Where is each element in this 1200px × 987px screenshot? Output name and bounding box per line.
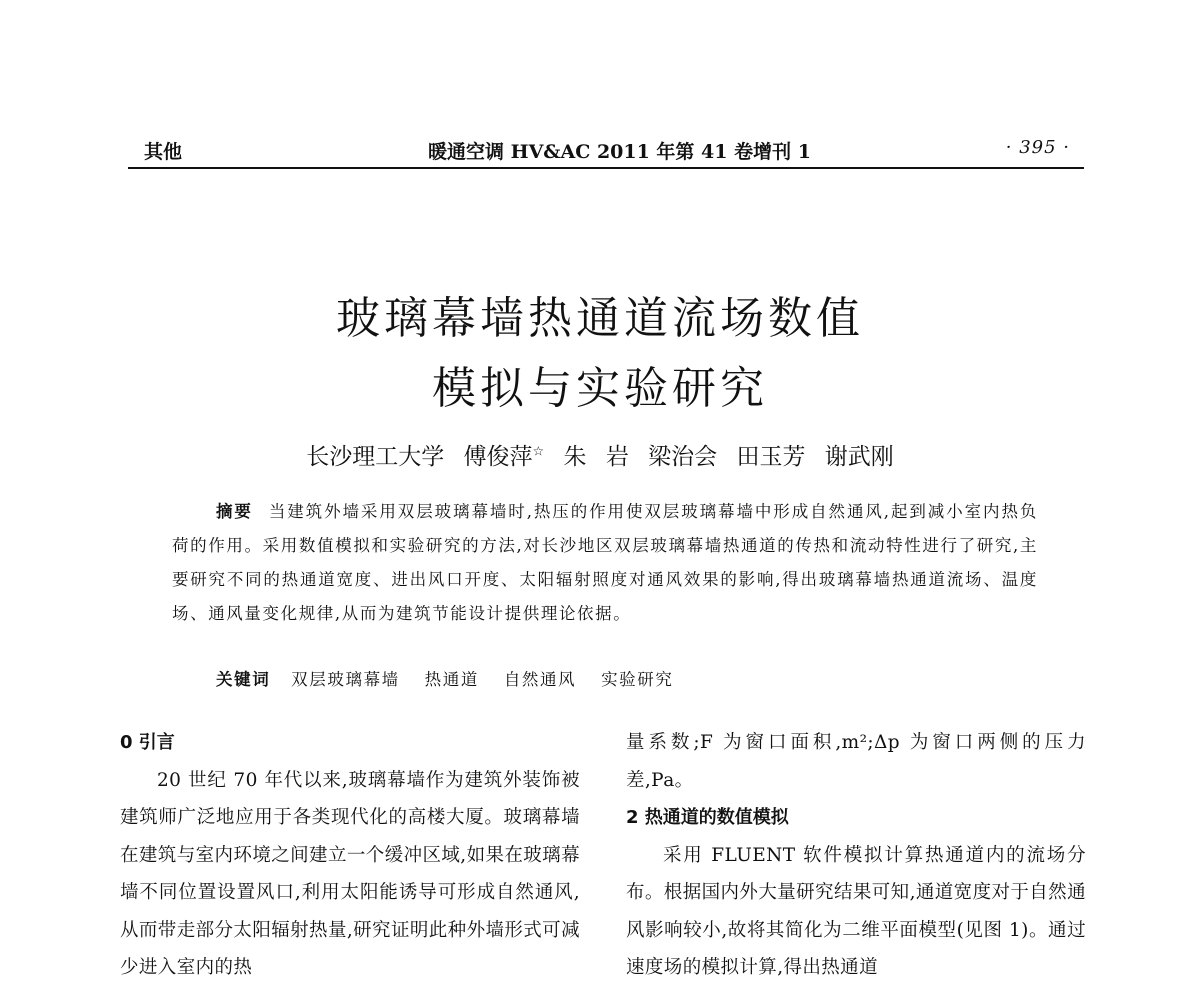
header-journal: 暖通空调 HV&AC 2011 年第 41 卷增刊 1: [428, 141, 811, 163]
abstract: [172, 495, 1038, 631]
section-heading-simulation: 2 热通道的数值模拟: [626, 807, 789, 828]
right-column: [626, 724, 1086, 987]
keywords-label: 关键词: [216, 670, 271, 689]
header-page-number: · 395 ·: [1005, 137, 1070, 158]
keyword: 实验研究: [601, 670, 674, 689]
affiliation: 长沙理工大学: [306, 444, 445, 470]
body-paragraph-continued: 量系数;F 为窗口面积,m²;Δp 为窗口两侧的压力差,Pa。: [626, 732, 1086, 791]
keyword: 热通道: [424, 670, 479, 689]
paper-title-line-1: 玻璃幕墙热通道流场数值: [336, 293, 864, 344]
author-name: 田玉芳: [736, 444, 806, 470]
author-line: [0, 438, 1200, 471]
header-section: 其他: [144, 141, 183, 163]
left-column: [120, 724, 580, 987]
section-heading-introduction: 0 引言: [120, 732, 175, 753]
abstract-label: 摘要: [216, 502, 253, 521]
author-name: 谢武刚: [824, 444, 894, 470]
running-header: [128, 133, 1084, 169]
corresponding-mark: ☆: [532, 444, 545, 460]
author-name: 傅俊萍: [463, 444, 533, 470]
body-paragraph: 采用 FLUENT 软件模拟计算热通道内的流场分布。根据国内外大量研究结果可知,通道宽度对于自然通风影响较小,故将其简化为二维平面模型(见图 1)。通过速度场的模拟计算,得出热通道: [626, 844, 1086, 978]
author-name: 朱 岩: [563, 444, 629, 470]
abstract-text: 当建筑外墙采用双层玻璃幕墙时,热压的作用使双层玻璃幕墙中形成自然通风,起到减小室内热负荷的作用。采用数值模拟和实验研究的方法,对长沙地区双层玻璃幕墙热通道的传热和流动特性进行了研究,主要研究不同的热通道宽度、进出风口开度、太阳辐射照度对通风效果的影响,得出玻璃幕墙热通道流场、温度场、通风量变化规律,从而为建筑节能设计提供理论依据。: [172, 502, 1038, 623]
keyword: 自然通风: [503, 670, 577, 689]
author-name: 梁治会: [648, 444, 718, 470]
body-paragraph: 20 世纪 70 年代以来,玻璃幕墙作为建筑外装饰被建筑师广泛地应用于各类现代化的高楼大厦。玻璃幕墙在建筑与室内环境之间建立一个缓冲区域,如果在玻璃幕墙不同位置设置风口,利用太阳能诱导可形成自然通风,从而带走部分太阳辐射热量,研究证明此种外墙形式可减少进入室内的热: [120, 769, 580, 978]
keyword: 双层玻璃幕墙: [291, 670, 400, 689]
keywords: [216, 666, 691, 690]
paper-title-line-2: 模拟与实验研究: [432, 363, 768, 414]
